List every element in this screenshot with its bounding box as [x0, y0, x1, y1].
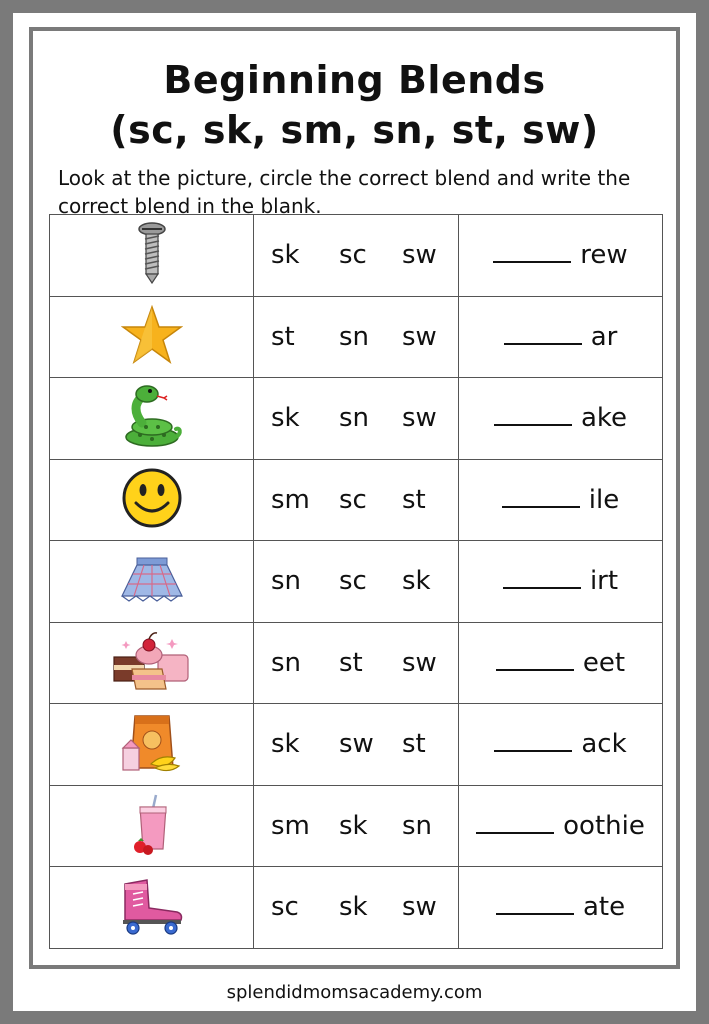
word-ending: ile — [588, 484, 620, 515]
blend-option[interactable]: sk — [402, 566, 431, 597]
picture-cell — [50, 704, 254, 786]
star-icon — [121, 305, 183, 369]
blend-option[interactable]: sn — [271, 647, 302, 678]
blend-option[interactable]: sw — [402, 892, 437, 923]
blend-option[interactable]: sk — [271, 403, 300, 434]
word-cell — [459, 622, 663, 704]
smoothie-icon — [132, 793, 172, 859]
blend-options — [254, 215, 459, 297]
table-row — [50, 704, 663, 786]
screw-icon — [137, 222, 167, 288]
picture-cell — [50, 215, 254, 297]
blend-options — [254, 378, 459, 460]
blend-option[interactable]: st — [339, 647, 363, 678]
answer-blank[interactable] — [494, 732, 572, 752]
word-cell — [459, 296, 663, 378]
table-row — [50, 622, 663, 704]
table-row — [50, 296, 663, 378]
blend-option[interactable]: sm — [271, 484, 310, 515]
roller-skate-icon — [119, 874, 185, 940]
blend-option[interactable]: st — [402, 484, 426, 515]
word-cell — [459, 215, 663, 297]
blend-option[interactable]: sn — [339, 403, 370, 434]
picture-cell — [50, 867, 254, 949]
skirt-icon — [119, 554, 185, 608]
word-cell — [459, 378, 663, 460]
blend-option[interactable]: st — [271, 321, 295, 352]
table-row — [50, 378, 663, 460]
table-row — [50, 785, 663, 867]
word-ending: ate — [582, 892, 626, 923]
table-row — [50, 215, 663, 297]
blend-option[interactable]: sn — [339, 321, 370, 352]
blend-option[interactable]: sk — [271, 729, 300, 760]
picture-cell — [50, 541, 254, 623]
answer-blank[interactable] — [476, 814, 554, 834]
blend-options — [254, 622, 459, 704]
word-cell — [459, 867, 663, 949]
blend-options — [254, 459, 459, 541]
worksheet-frame — [29, 27, 680, 969]
word-ending: eet — [582, 647, 626, 678]
word-cell — [459, 704, 663, 786]
table-row — [50, 867, 663, 949]
word-ending: oothie — [563, 810, 645, 841]
page-title: Beginning Blends — [163, 58, 546, 102]
blend-option[interactable]: sm — [271, 810, 310, 841]
answer-blank[interactable] — [494, 406, 572, 426]
blend-option[interactable]: sk — [339, 892, 368, 923]
word-ending: ar — [590, 321, 618, 352]
snake-icon — [120, 383, 184, 453]
word-ending: ake — [580, 403, 628, 434]
footer-website: splendidmomsacademy.com — [226, 982, 483, 1003]
blend-option[interactable]: sw — [402, 321, 437, 352]
word-cell — [459, 459, 663, 541]
blend-options — [254, 867, 459, 949]
picture-cell — [50, 785, 254, 867]
answer-blank[interactable] — [503, 569, 581, 589]
word-cell — [459, 541, 663, 623]
picture-cell — [50, 459, 254, 541]
table-row — [50, 459, 663, 541]
blend-option[interactable]: sc — [339, 566, 367, 597]
blend-option[interactable]: sw — [402, 647, 437, 678]
picture-cell — [50, 622, 254, 704]
answer-blank[interactable] — [496, 895, 574, 915]
answer-blank[interactable] — [502, 488, 580, 508]
word-ending: irt — [589, 566, 619, 597]
snack-bag-icon — [121, 710, 183, 778]
blend-option[interactable]: sn — [271, 566, 302, 597]
word-cell — [459, 785, 663, 867]
blend-options — [254, 785, 459, 867]
blend-option[interactable]: sk — [271, 240, 300, 271]
blend-option[interactable]: sw — [402, 240, 437, 271]
smiley-face-icon — [121, 467, 183, 533]
picture-cell — [50, 296, 254, 378]
blend-option[interactable]: sc — [339, 484, 367, 515]
page-subtitle: (sc, sk, sm, sn, st, sw) — [110, 108, 599, 152]
sweets-icon — [112, 629, 192, 697]
word-ending: rew — [580, 240, 628, 271]
blend-option[interactable]: st — [402, 729, 426, 760]
answer-blank[interactable] — [496, 651, 574, 671]
blend-option[interactable]: sc — [271, 892, 299, 923]
picture-cell — [50, 378, 254, 460]
blend-option[interactable]: sw — [339, 729, 374, 760]
blend-option[interactable]: sw — [402, 403, 437, 434]
table-row — [50, 541, 663, 623]
blend-option[interactable]: sk — [339, 810, 368, 841]
blend-option[interactable]: sc — [339, 240, 367, 271]
blend-options — [254, 296, 459, 378]
answer-blank[interactable] — [493, 243, 571, 263]
worksheet-page — [13, 13, 696, 1011]
blend-option[interactable]: sn — [402, 810, 433, 841]
blend-options — [254, 704, 459, 786]
word-ending: ack — [581, 729, 627, 760]
instructions-text: Look at the picture, circle the correct blend and write the correct blend in the blank. — [58, 166, 631, 218]
blend-options — [254, 541, 459, 623]
blends-table — [49, 214, 663, 949]
answer-blank[interactable] — [504, 325, 582, 345]
